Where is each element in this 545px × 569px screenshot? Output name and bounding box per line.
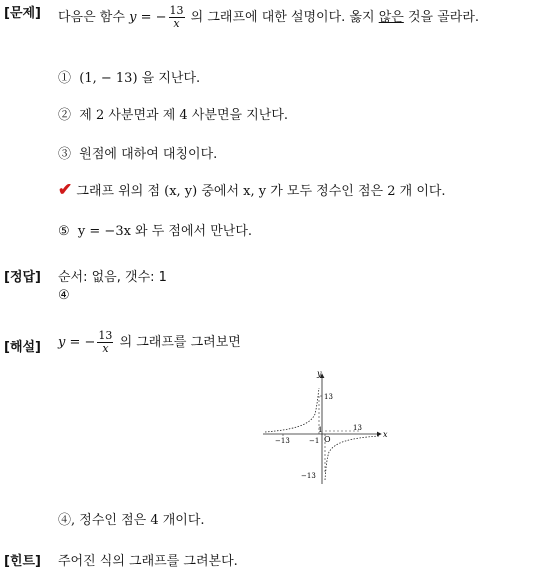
explanation-func-y: y (58, 335, 66, 350)
hint-tag: [힌트] (4, 554, 41, 569)
hyperbola-branch-left (265, 388, 319, 432)
problem-tag: [문제] (4, 6, 41, 21)
option-text: 제 2 사분면과 제 4 사분면을 지난다. (79, 108, 289, 123)
answer-tag: [정답] (4, 270, 41, 285)
problem-underlined: 않은 (378, 10, 404, 25)
option-marker: ⑤ (58, 224, 70, 239)
problem-fraction (169, 5, 185, 30)
explanation-fraction (97, 330, 113, 355)
explanation-statement (58, 325, 241, 361)
option-4 (58, 180, 446, 200)
origin-label: O (324, 435, 331, 444)
explanation-conclusion: ④, 정수인 점은 4 개이다. (58, 513, 205, 528)
problem-statement (58, 0, 479, 36)
problem-text-after: 의 그래프에 대한 설명이다. 옳지 (190, 10, 375, 25)
answer-line-1: 순서: 없음, 갯수: 1 (58, 270, 167, 285)
problem-text-before: 다음은 함수 (58, 10, 125, 25)
option-3 (58, 143, 217, 162)
option-text: 원점에 대하여 대칭이다. (79, 147, 218, 162)
graph-label: 13 (324, 393, 333, 401)
problem-frac-den: x (173, 17, 180, 30)
explanation-text: 의 그래프를 그려보면 (119, 335, 241, 350)
option-5 (58, 220, 252, 239)
explanation-frac-den: x (102, 342, 109, 355)
option-text: (1, − 13) 을 지난다. (79, 71, 201, 86)
explanation-frac-num: 13 (98, 329, 113, 342)
option-marker: ③ (58, 147, 72, 162)
problem-func-y: y (129, 10, 137, 25)
option-marker: ① (58, 71, 72, 86)
explanation-func-eq: = − (65, 335, 96, 350)
graph-label: 13 (353, 424, 362, 432)
graph-label: −13 (275, 437, 290, 445)
x-axis-label: x (383, 430, 388, 439)
hint-text: 주어진 식의 그래프를 그려본다. (58, 554, 238, 569)
option-2 (58, 104, 288, 123)
y-axis-label: y (317, 369, 322, 378)
graph-label: −13 (301, 472, 316, 480)
problem-frac-num: 13 (169, 4, 184, 17)
answer-line-2: ④ (58, 288, 70, 303)
check-mark-icon: ✔ (58, 180, 73, 200)
option-text: y = −3x 와 두 점에서 만난다. (77, 224, 253, 239)
option-marker: ② (58, 108, 72, 123)
hyperbola-branch-right (325, 436, 379, 480)
problem-text-end: 것을 골라라. (407, 10, 480, 25)
problem-func-eq: = − (136, 10, 167, 25)
graph-label: 1 (318, 426, 323, 434)
hyperbola-graph (255, 366, 395, 490)
option-text: 그래프 위의 점 (x, y) 중에서 x, y 가 모두 정수인 점은 2 개 이다. (76, 184, 446, 199)
explanation-tag: [해설] (4, 340, 41, 355)
option-1 (58, 67, 200, 86)
graph-label: −1 (309, 437, 320, 445)
